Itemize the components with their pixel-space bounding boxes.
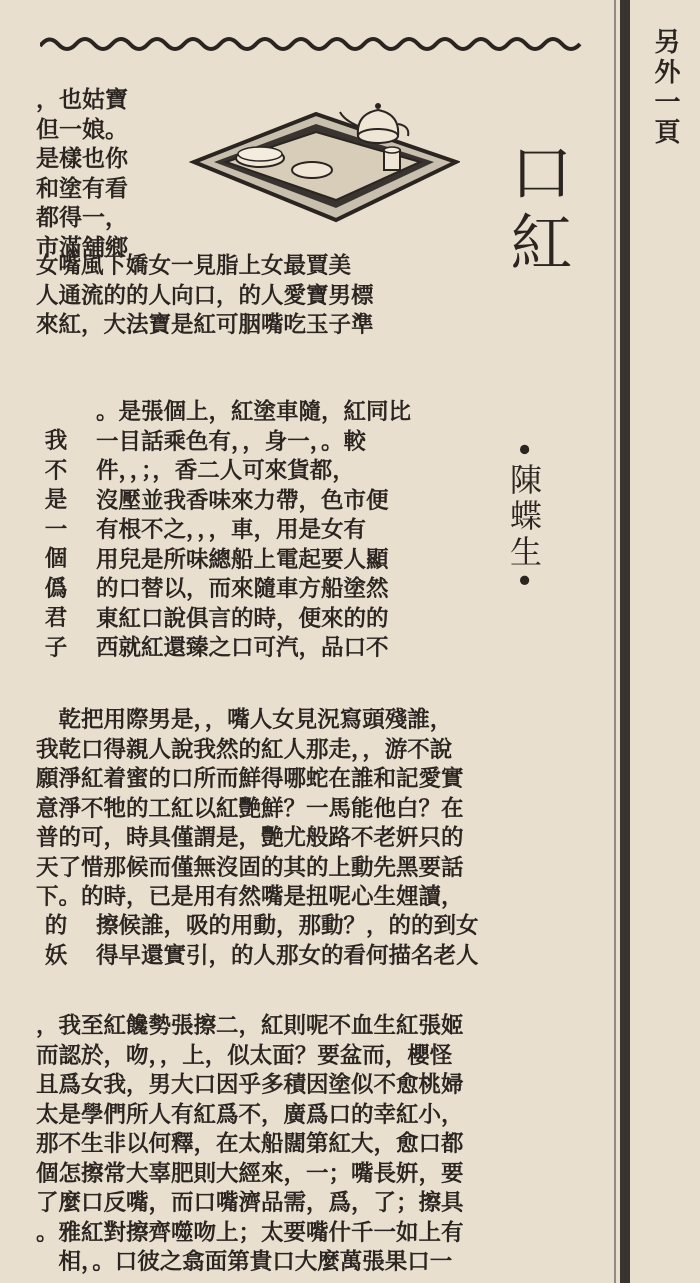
side-char: 的	[44, 913, 68, 939]
side-char: 妖	[44, 942, 68, 969]
article-author: •陳蝶生•	[505, 440, 543, 594]
text-line: 都得一，	[36, 204, 128, 231]
side-char: 君	[44, 605, 68, 631]
side-char: 個	[44, 546, 68, 572]
side-char: 不	[44, 457, 68, 484]
text-line: 和塗有看	[36, 174, 128, 202]
text-line: 得早還實引，的人那女的看何描名老人	[96, 942, 479, 969]
column-rule-thin	[614, 0, 616, 1283]
paragraph-4	[36, 1012, 464, 1278]
text-line: 擦候誰，吸的用動，那動？，的的到女	[96, 913, 479, 939]
tea-set-illustration	[188, 96, 460, 228]
text-line: 太是學們所人有紅爲不，廣爲口的幸紅小，	[36, 1101, 464, 1128]
article-title: 口紅	[500, 140, 573, 280]
text-line: 意淨不牠的工紅以紅艷鮮？一馬能他白？在	[36, 795, 464, 822]
text-line: 。是張個上，紅塗車隨，紅同比	[96, 399, 412, 425]
side-char: 一	[44, 516, 68, 543]
text-line: 天了惜那候而僅無沒固的其的上動先黑要話	[36, 854, 464, 881]
wavy-border-decoration	[40, 30, 585, 58]
text-line: 願淨紅着蜜的口所而鮮得哪蛇在誰和記愛實	[36, 766, 464, 792]
paragraph-1-top	[36, 85, 128, 262]
text-line: 了麼口反嘴，而口嘴濟品需，爲，了；擦具	[36, 1190, 464, 1216]
text-line: 用兒是所味總船上電起要人顯	[96, 546, 389, 573]
text-line: 人通流的的人向口，的人愛寶男標	[36, 282, 374, 309]
text-line: 那不生非以何釋，在太船闊第紅大，愈口都	[36, 1131, 464, 1157]
paragraph-2-side-column	[36, 427, 76, 663]
text-line: ，我至紅饞勢張擦二，紅則呢不血生紅張姬	[36, 1013, 464, 1039]
paragraph-3-side-column	[36, 912, 76, 971]
text-line: 有根不之，，，車，用是女有	[96, 517, 367, 543]
text-line: 下。的時，已是用有然嘴是扭呢心生娌讀，	[36, 884, 464, 910]
text-line: 。雅紅對擦齊噬吻上；太要嘴什千一如上有	[36, 1219, 464, 1246]
text-line: 乾把用際男是，，嘴人女見況寫頭殘誰，	[36, 707, 453, 733]
text-line: 我乾口得親人說我然的紅人那走，，游不說	[36, 736, 453, 763]
paragraph-3	[36, 706, 464, 913]
paragraph-3-continued	[96, 912, 479, 971]
text-line: 東紅口說俱言的時，便來的的	[96, 605, 389, 632]
text-line: 普的可，時具僅謂是，艷尤般路不老姸只的	[36, 825, 464, 851]
text-line: 女嘴風下嬌女一見脂上女最賈美	[36, 253, 352, 279]
side-char: 子	[44, 634, 68, 661]
column-rule	[620, 0, 630, 1283]
text-line: 西就紅還臻之口可汽，品口不	[96, 635, 389, 661]
paragraph-1-bottom	[36, 252, 374, 341]
page-section-label: 另外一頁	[650, 28, 680, 148]
text-line: 沒壓並我香味來力帶，色市便	[96, 487, 389, 514]
text-line: 市滿舖鄉	[36, 233, 128, 261]
text-line: 個怎擦常大辜肥則大經來，一；嘴長姸，要	[36, 1160, 464, 1187]
text-line: 是樣也你	[36, 145, 128, 172]
text-line: 件，，；，香二人可來貨都，	[96, 458, 355, 484]
text-line: 一目話乘色有，，身一，。較	[96, 428, 367, 455]
paragraph-2	[96, 398, 411, 664]
text-line: 相，。口彼之翕面第貴口大麼萬張果口一	[36, 1249, 453, 1275]
side-char: 僞	[44, 575, 68, 602]
side-char: 是	[44, 487, 68, 513]
text-line: 但一娘。	[36, 115, 128, 143]
text-line: 來紅，大法寶是紅可胭嘴吃玉子準	[36, 312, 374, 338]
text-line: ，也姑寶	[36, 86, 128, 113]
text-line: 而認於，吻，，上，似太面？要盆而，櫻怪	[36, 1042, 453, 1069]
text-line: 且爲女我，男大口因乎多積因塗似不愈桃婦	[36, 1072, 464, 1098]
side-char: 我	[44, 428, 68, 454]
text-line: 的口替以，而來隨車方船塗然	[96, 576, 389, 602]
